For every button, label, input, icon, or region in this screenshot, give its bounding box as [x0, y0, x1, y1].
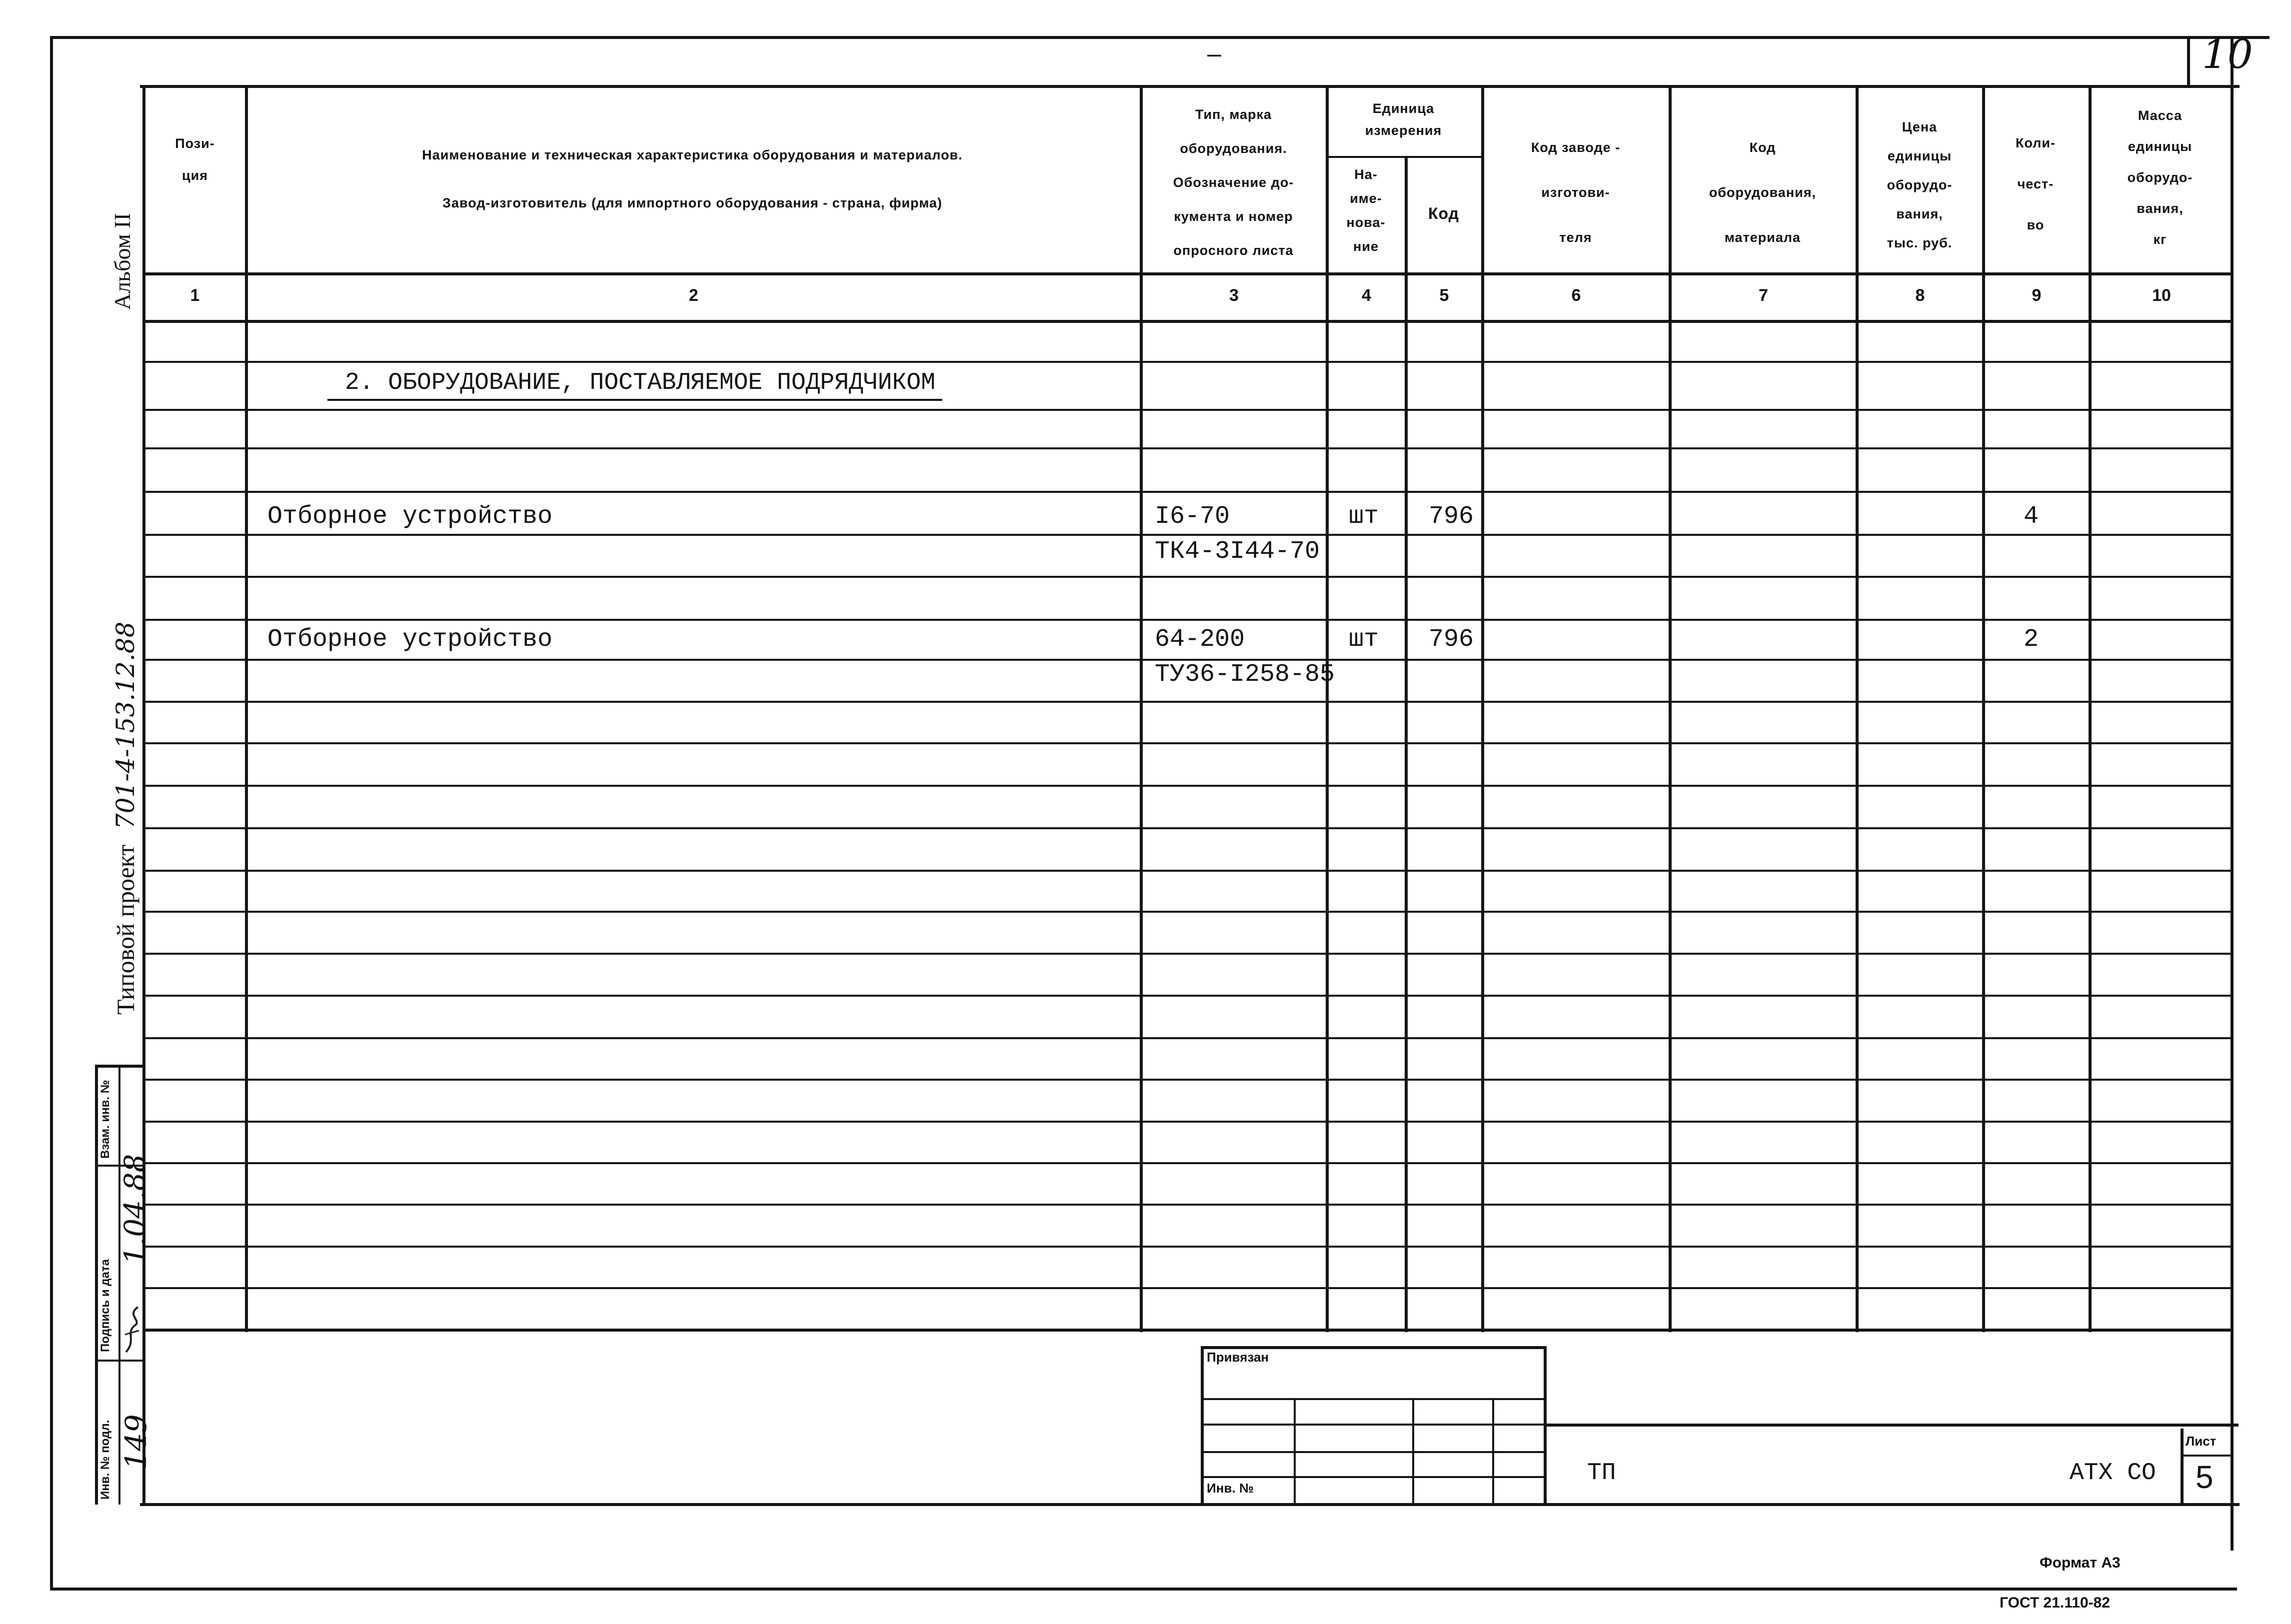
row-line	[142, 701, 2232, 703]
row-line	[142, 619, 2232, 621]
header-col8-line2: единицы	[1887, 148, 1952, 163]
row-line	[142, 447, 2232, 449]
row-line	[142, 491, 2232, 493]
header-unit-line2: измерения	[1365, 123, 1442, 138]
col-number-4: 4	[1362, 286, 1371, 305]
item-2-qty: 2	[2024, 625, 2039, 654]
number-row-bottom-line	[142, 320, 2232, 323]
col-number-7: 7	[1759, 286, 1768, 305]
item-2-type: 64-200	[1155, 625, 1245, 654]
header-col9-line3: во	[2027, 217, 2045, 232]
corner-box-left	[2187, 36, 2190, 86]
header-col2-line1: Наименование и техническая характеристика оборудования и материалов.	[422, 147, 963, 162]
sheet-code: АТХ СО	[2070, 1460, 2156, 1487]
signature-mark	[122, 1305, 142, 1355]
header-col9-line1: Коли-	[2015, 135, 2056, 150]
list-box-sep	[2181, 1455, 2231, 1457]
privyazan-label: Привязан	[1207, 1350, 1269, 1365]
col-line-4	[1326, 85, 1329, 1332]
privyazan-col-1	[1294, 1398, 1296, 1505]
row-line	[142, 576, 2232, 578]
frame-right	[2231, 36, 2234, 1551]
row-line	[142, 534, 2232, 536]
stamp-sign-value: 1.04.88	[118, 1154, 152, 1265]
section-title: 2. ОБОРУДОВАНИЕ, ПОСТАВЛЯЕМОЕ ПОДРЯДЧИКОМ	[345, 369, 935, 396]
tp-label: ТП	[1587, 1460, 1616, 1487]
col-number-3: 3	[1229, 286, 1239, 305]
frame-left	[50, 36, 53, 1590]
header-col1	[150, 127, 240, 191]
header-col10-line3: оборудо-	[2127, 170, 2193, 185]
col-line-10	[2089, 85, 2092, 1332]
header-col8-line4: вания,	[1896, 206, 1943, 221]
row-line	[142, 1246, 2232, 1248]
stamp-sep-2	[95, 1360, 145, 1362]
row-line	[142, 742, 2232, 744]
frame-bottom	[50, 1588, 2237, 1591]
inv-label: Инв. №	[1207, 1481, 1254, 1496]
stamp-label-inv: Инв. № подл.	[98, 1420, 112, 1500]
header-bottom-line	[142, 272, 2232, 275]
stamp-left	[95, 1065, 98, 1505]
row-line	[142, 1121, 2232, 1123]
col-line-3	[1140, 85, 1143, 1332]
list-box-left	[2181, 1429, 2184, 1504]
stamp-inv-value: 149	[119, 1414, 153, 1470]
col-line-8	[1856, 85, 1859, 1332]
frame-top	[50, 36, 2270, 39]
header-col3-line2: оборудования.	[1180, 141, 1287, 156]
col-number-5: 5	[1439, 286, 1449, 305]
row-line	[142, 827, 2232, 829]
header-unit-group	[1330, 97, 1477, 141]
privyazan-col-3	[1492, 1398, 1494, 1505]
header-col1-line1: Пози-	[175, 136, 215, 151]
sheet-corner-number: 10	[2202, 31, 2253, 77]
header-col6-line3: теля	[1559, 230, 1592, 245]
header-col5	[1409, 197, 1479, 229]
header-col8	[1860, 112, 1980, 257]
header-col10-line2: единицы	[2128, 139, 2193, 154]
row-line	[142, 1287, 2232, 1289]
row-line	[142, 1204, 2232, 1206]
stamp-label-sign: Подпись и дата	[98, 1259, 112, 1352]
header-col10-line5: кг	[2153, 232, 2167, 247]
header-col2	[250, 131, 1135, 227]
col-number-8: 8	[1915, 286, 1925, 305]
col-line-9	[1982, 85, 1985, 1332]
col-number-2: 2	[689, 286, 698, 305]
header-col5-line1: Код	[1428, 204, 1459, 222]
project-number: 701-4-153.12.88	[111, 621, 140, 830]
row-line	[142, 1162, 2232, 1164]
item-2-doc: ТУ36-I258-85	[1155, 660, 1335, 689]
header-col3-line1: Тип, марка	[1195, 107, 1272, 122]
header-col4-line2: име-	[1350, 191, 1382, 206]
unit-group-line	[1326, 156, 1481, 158]
header-col7-line3: материала	[1724, 230, 1801, 245]
item-2-unit: шт	[1349, 625, 1379, 654]
item-2-code: 796	[1429, 625, 1474, 654]
stamp-main-top	[1544, 1424, 2239, 1427]
format-label: Формат А3	[2040, 1555, 2121, 1571]
header-col8-line1: Цена	[1902, 119, 1938, 134]
item-1-unit: шт	[1349, 502, 1379, 531]
list-number: 5	[2196, 1459, 2214, 1495]
header-col3-line5: опросного листа	[1173, 243, 1294, 258]
inner-frame-top	[140, 85, 2240, 88]
gost-label: ГОСТ 21.110-82	[2000, 1595, 2110, 1611]
col-number-1: 1	[190, 286, 200, 305]
header-col7	[1673, 125, 1853, 260]
privyazan-box-top	[1201, 1346, 1546, 1349]
row-line	[142, 785, 2232, 787]
item-1-doc: ТК4-3I44-70	[1155, 537, 1320, 566]
header-col10-line4: вания,	[2137, 201, 2184, 216]
item-1-code: 796	[1429, 502, 1474, 531]
item-1-name: Отборное устройство	[267, 502, 553, 531]
col-number-10: 10	[2152, 286, 2171, 305]
header-col10-line1: Масса	[2138, 108, 2183, 123]
item-1-type: I6-70	[1155, 502, 1230, 531]
header-col3-line3: Обозначение до-	[1173, 175, 1294, 190]
header-col4-line4: ние	[1353, 239, 1379, 254]
list-label: Лист	[2186, 1434, 2217, 1449]
row-line	[142, 911, 2232, 913]
table-bottom-line	[142, 1329, 2232, 1332]
col-line-2	[245, 85, 248, 1332]
header-col4-line1: На-	[1354, 167, 1378, 182]
header-col6	[1486, 125, 1666, 260]
col-line-7	[1669, 85, 1672, 1332]
header-col6-line2: изготови-	[1541, 185, 1610, 200]
header-col3-line4: кумента и номер	[1174, 209, 1293, 224]
col-number-6: 6	[1571, 286, 1581, 305]
row-line	[142, 953, 2232, 955]
header-unit-line1: Единица	[1372, 101, 1435, 116]
item-1-qty: 4	[2024, 502, 2039, 531]
row-line	[142, 361, 2232, 363]
privyazan-col-2	[1412, 1398, 1414, 1505]
project-label	[111, 622, 140, 1015]
header-col3	[1145, 97, 1322, 267]
col-number-9: 9	[2032, 286, 2042, 305]
header-col9-line2: чест-	[2017, 176, 2054, 191]
header-col2-line2: Завод-изготовитель (для импортного оборудования - страна, фирма)	[442, 195, 942, 210]
row-line	[142, 409, 2232, 411]
item-2-name: Отборное устройство	[267, 625, 553, 654]
header-col4	[1330, 162, 1402, 258]
top-dash: –	[1207, 39, 1221, 67]
row-line	[142, 1079, 2232, 1081]
row-line	[142, 1037, 2232, 1039]
row-line	[142, 995, 2232, 997]
header-col8-line3: оборудо-	[1887, 177, 1953, 192]
header-col4-line3: нова-	[1346, 215, 1386, 230]
inner-frame-bottom	[140, 1503, 2240, 1506]
header-col7-line2: оборудования,	[1709, 185, 1817, 200]
header-col1-line2: ция	[182, 168, 208, 183]
stamp-label-vzam: Взам. инв. №	[98, 1080, 112, 1159]
row-line	[142, 870, 2232, 872]
col-line-6	[1481, 85, 1484, 1332]
album-label: Альбом II	[109, 213, 135, 310]
header-col7-line1: Код	[1749, 140, 1776, 155]
project-prefix: Типовой проект	[111, 844, 139, 1015]
header-col6-line1: Код заводе -	[1531, 140, 1621, 155]
header-col8-line5: тыс. руб.	[1887, 235, 1953, 250]
header-col9	[1986, 122, 2086, 245]
header-col10	[2093, 100, 2228, 255]
section-title-underline	[327, 399, 942, 401]
